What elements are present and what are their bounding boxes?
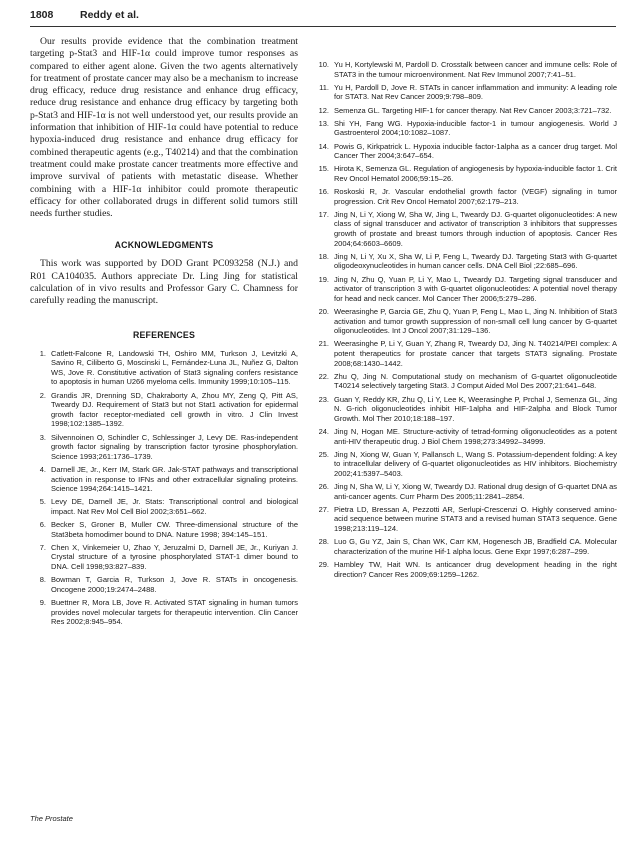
reference-text: Silvennoinen O, Schindler C, Schlessinger J, Levy DE. Ras-independent growth factor signaling by transcription factor tyrosine phosphorylation. Science 1993;261:1736–1739.: [51, 432, 298, 461]
reference-item: [30, 598, 298, 627]
reference-number: 21.: [318, 339, 329, 349]
reference-number: 27.: [318, 504, 329, 514]
reference-item: [313, 275, 617, 304]
reference-item: [313, 106, 617, 116]
reference-number: 17.: [318, 209, 329, 219]
acknowledgments-heading: ACKNOWLEDGMENTS: [114, 240, 214, 251]
reference-item: [30, 575, 298, 594]
reference-item: [30, 465, 298, 494]
reference-text: Zhu Q, Jing N. Computational study on mechanism of G-quartet oligonucleotide T40214 selectively targeting Stat3. J Comput Aided Mol Des 2007;21:641–648.: [334, 371, 617, 391]
reference-number: 4.: [39, 464, 46, 474]
reference-text: Buettner R, Mora LB, Jove R. Activated STAT signaling in human tumors provides novel molecular targets for therapeutic intervention. Clin Cancer Res 2002;8:945–954.: [51, 598, 298, 627]
reference-item: [30, 391, 298, 429]
reference-item: [313, 164, 617, 183]
left-column: [30, 36, 298, 630]
reference-number: 1.: [39, 348, 46, 358]
reference-number: 25.: [318, 449, 329, 459]
reference-number: 7.: [39, 542, 46, 552]
discussion-paragraph: Our results provide evidence that the combination treatment targeting p-Stat3 and HIF-1α could improve tumor responses as compared to either agent alone. Given the two agents alternatively for treatment of prostate cancer may also be a mechanism to increase drug efficacy, reduce drug resistance and enhance drug efficacy, reduce drug resistance and enhance drug efficacy by targeting both p-Stat3 and HIF-1α is not well understood yet, our results provide an information that inhibition of HIF-1α could have potential to reduce hypoxia-induced drug resistance and enhance drug efficacy for combined therapeutic agents (e.g., T40214) and that the combination treatment could make prostate cancer treatments more effective and improve survival of patients with metastatic disease. Whether combining with a HIF-1α inhibitor could promote therapeutic efficacy for other collaborated drugs in different solid tumors still needs further studies.: [30, 36, 298, 220]
reference-number: 12.: [318, 105, 329, 115]
reference-text: Chen X, Vinkemeier U, Zhao Y, Jeruzalmi D, Darnell JE, Jr., Kuriyan J. Crystal structure of a tyrosine phosphorylated STAT-1 dimer bound to DNA. Cell 1998;93:827–839.: [51, 542, 298, 572]
reference-text: Jing N, Sha W, Li Y, Xiong W, Tweardy DJ. Rational drug design of G-quartet DNA as anti-cancer agents. Curr Pharm Des 2005;11:2841–2854.: [334, 482, 617, 501]
reference-text: Powis G, Kirkpatrick L. Hypoxia inducible factor-1alpha as a cancer drug target. Mol Cancer Ther 2004;3:647–654.: [334, 141, 617, 161]
reference-text: Jing N, Li Y, Xu X, Sha W, Li P, Feng L, Tweardy DJ. Targeting Stat3 with G-quartet oligodeoxynucleotides in human cancer cells. DNA Cell Biol ;22:685–696.: [334, 251, 617, 271]
reference-number: 15.: [318, 164, 329, 174]
journal-footer: The Prostate: [30, 814, 73, 823]
acknowledgments-text: This work was supported by DOD Grant PC093258 (N.J.) and R01 CA104035. Authors appreciate Dr. Ling Jing for statistical calculation of in vivo results and Professor Gary C. Chamness for carefully reading the manuscript.: [30, 258, 298, 307]
reference-text: Becker S, Groner B, Muller CW. Three-dimensional structure of the Stat3beta homodimer bound to DNA. Nature 1998; 394:145–151.: [51, 520, 298, 539]
reference-number: 20.: [318, 307, 329, 316]
references-heading: REFERENCES: [132, 329, 196, 340]
reference-list-right: [313, 60, 617, 579]
reference-item: [313, 119, 617, 138]
page-number: 1808: [30, 9, 54, 21]
reference-item: [313, 252, 617, 271]
reference-number: 8.: [39, 575, 46, 585]
reference-item: [313, 505, 617, 534]
reference-item: [313, 427, 617, 446]
reference-number: 29.: [318, 560, 329, 569]
reference-text: Jing N, Xiong W, Guan Y, Pallansch L, Wang S. Potassium-dependent folding: A key to intracellular delivery of G-quartet oligonucleotides as HIV inhibitors. Biochemistry 2002;41:5397–5403.: [334, 449, 617, 478]
reference-text: Darnell JE, Jr., Kerr IM, Stark GR. Jak-STAT pathways and transcriptional activation in response to IFNs and other extracellular signaling proteins. Science 1994;264:1415–1421.: [51, 464, 298, 494]
reference-list-left: [30, 349, 298, 627]
right-column: [313, 60, 617, 583]
reference-item: [313, 83, 617, 102]
reference-number: 3.: [39, 432, 46, 442]
reference-number: 14.: [318, 141, 329, 151]
reference-text: Grandis JR, Drenning SD, Chakraborty A, Zhou MY, Zeng Q, Pitt AS, Tweardy DJ. Requirement of Stat3 but not Stat1 activation for epidermal growth factor receptor-mediated cell growth in vitro. J Clin Invest 1998;102:1385–1392.: [51, 390, 298, 429]
reference-number: 5.: [39, 497, 46, 507]
reference-item: [313, 210, 617, 248]
reference-text: Roskoski R, Jr. Vascular endothelial growth factor (VEGF) signaling in tumor progression. Crit Rev Oncol Hematol 2007;62:179–213.: [334, 187, 617, 206]
reference-text: Yu H, Pardoll D, Jove R. STATs in cancer inflammation and immunity: A leading role for STAT3. Nat Rev Cancer 2009;9:798–809.: [334, 82, 617, 102]
reference-item: [30, 520, 298, 539]
reference-item: [313, 560, 617, 579]
reference-text: Levy DE, Darnell JE, Jr. Stats: Transcriptional control and biological impact. Nat Rev Mol Cell Biol 2002;3:651–662.: [51, 497, 298, 516]
reference-text: Catlett-Falcone R, Landowski TH, Oshiro MM, Turkson J, Levitzki A, Savino R, Ciliberto G, Moscinski L, Fernández-Luna JL, Nuñez G, Dalton WS, Jove R. Constitutive activation of Stat3 signaling confers resistance to apoptosis in human U266 myeloma cells. Immunity 1999;10:105–115.: [51, 348, 298, 387]
reference-item: [30, 349, 298, 387]
reference-text: Bowman T, Garcia R, Turkson J, Jove R. STATs in oncogenesis. Oncogene 2000;19:2474–2488.: [51, 575, 298, 594]
reference-text: Luo G, Gu YZ, Jain S, Chan WK, Carr KM, Hogenesch JB, Bradfield CA. Molecular characterization of the murine Hif-1 alpha locus. Gene Expr 1997;6:287–299.: [334, 537, 617, 556]
reference-item: [30, 543, 298, 572]
reference-text: Pietra LD, Bressan A, Pezzotti AR, Serlupi-Crescenzi O. Highly conserved amino-acid sequence between murine STAT3 and a revised human STAT3 sequence. Gene 1998;213:119–124.: [334, 504, 617, 534]
reference-number: 23.: [318, 394, 329, 404]
reference-item: [313, 450, 617, 479]
reference-item: [30, 497, 298, 516]
running-header: [30, 9, 620, 25]
reference-text: Yu H, Kortylewski M, Pardoll D. Crosstalk between cancer and immune cells: Role of STAT3 in the tumour microenvironment. Nat Rev Immunol 2007;7:41–51.: [334, 60, 617, 79]
running-authors: Reddy et al.: [80, 9, 139, 21]
reference-item: [313, 187, 617, 206]
reference-item: [313, 339, 617, 368]
reference-text: Weerasinghe P, Garcia GE, Zhu Q, Yuan P, Feng L, Mao L, Jing N. Inhibition of Stat3 activation and tumor growth suppression of non-small cell lung cancer by G-quartet oligonucleotides. Int J Oncol 2007;31:129–136.: [334, 307, 617, 336]
reference-text: Shi YH, Fang WG. Hypoxia-inducible factor-1 in tumour angiogenesis. World J Gastroenterol 2004;10:1082–1087.: [334, 118, 617, 138]
reference-number: 28.: [318, 537, 329, 547]
reference-item: [313, 142, 617, 161]
reference-number: 6.: [39, 520, 46, 530]
reference-item: [313, 372, 617, 391]
reference-number: 18.: [318, 251, 329, 261]
reference-text: Jing N, Zhu Q, Yuan P, Li Y, Mao L, Tweardy DJ. Targeting signal transducer and activator of transcription 3 with G-quartet oligonucleotides: A potential novel therapy for head and neck cancer. Mol Cancer Ther 2006;5:279–286.: [334, 274, 617, 303]
reference-text: Guan Y, Reddy KR, Zhu Q, Li Y, Lee K, Weerasinghe P, Prchal J, Semenza GL, Jing N. G-rich oligonucleotides inhibit HIF-1alpha and HIF-2alpha and Block Tumor Growth. Mol Ther 2010;18:188–197.: [334, 394, 617, 423]
reference-number: 22.: [318, 371, 329, 381]
reference-number: 16.: [318, 187, 329, 197]
reference-text: Semenza GL. Targeting HIF-1 for cancer therapy. Nat Rev Cancer 2003;3:721–732.: [334, 105, 612, 115]
reference-text: Jing N, Hogan ME. Structure-activity of tetrad-forming oligonucleotides as a potent anti-HIV therapeutic drug. J Biol Chem 1998;273:34992–34999.: [334, 426, 617, 446]
reference-number: 11.: [319, 82, 329, 92]
reference-number: 2.: [39, 390, 46, 400]
reference-text: Hambley TW, Hait WN. Is anticancer drug development heading in the right direction? Cancer Res 2009;69:1259–1262.: [334, 560, 617, 579]
reference-number: 10.: [318, 60, 329, 69]
reference-item: [313, 307, 617, 336]
reference-item: [313, 60, 617, 79]
reference-item: [30, 433, 298, 462]
reference-number: 19.: [318, 274, 329, 284]
reference-text: Weerasinghe P, Li Y, Guan Y, Zhang R, Tweardy DJ, Jing N. T40214/PEI complex: A potent therapeutics for prostate cancer that targets STAT3 signaling. Prostate 2008;68:1430–1442.: [334, 339, 617, 368]
reference-item: [313, 537, 617, 556]
reference-number: 24.: [318, 426, 329, 436]
reference-number: 13.: [318, 118, 329, 128]
reference-item: [313, 482, 617, 501]
reference-number: 9.: [39, 598, 46, 608]
header-rule: [30, 26, 616, 27]
reference-text: Jing N, Li Y, Xiong W, Sha W, Jing L, Tweardy DJ. G-quartet oligonucleotides: A new class of signal transducer and activator of transcription 3 inhibitors that suppresses growth of prostate and breast tumors through induction of apoptosis. Cancer Res 2004;64:6603–6609.: [334, 209, 617, 248]
reference-text: Hirota K, Semenza GL. Regulation of angiogenesis by hypoxia-inducible factor 1. Crit Rev Oncol Hematol 2006;59:15–26.: [334, 164, 617, 183]
reference-item: [313, 395, 617, 424]
reference-number: 26.: [318, 482, 329, 492]
